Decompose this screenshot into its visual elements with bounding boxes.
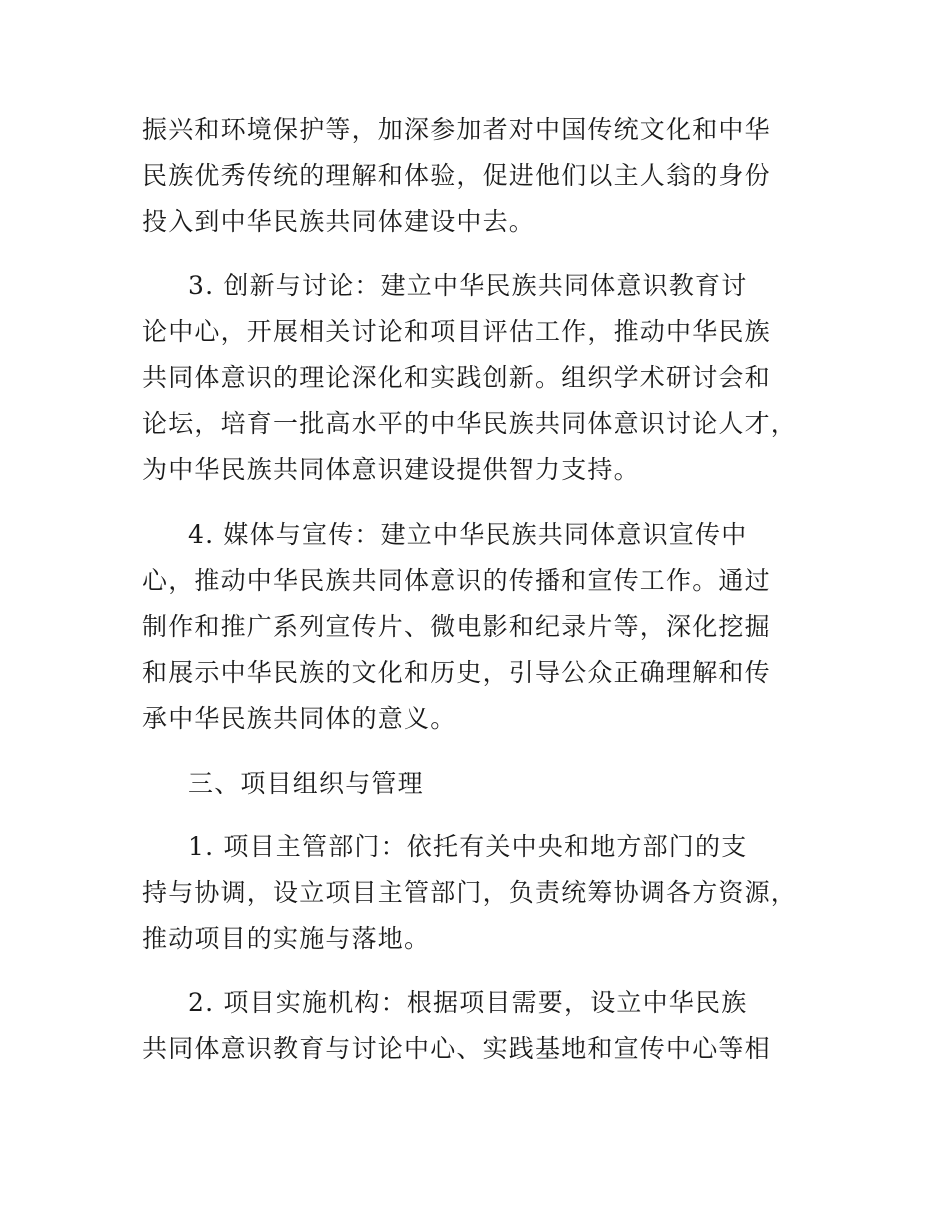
section-heading: 三、项目组织与管理 (188, 769, 424, 798)
text-line: 振兴和环境保护等，加深参加者对中国传统文化和中华 (142, 115, 771, 144)
paragraph-supervising-department (142, 824, 822, 962)
text-line: 2. 项目实施机构：根据项目需要，设立中华民族 (188, 988, 748, 1017)
text-line: 4. 媒体与宣传：建立中华民族共同体意识宣传中 (188, 520, 748, 549)
paragraph-practice-continuation (142, 107, 822, 245)
text-line: 民族优秀传统的理解和体验，促进他们以主人翁的身份 (142, 161, 771, 190)
text-line: 制作和推广系列宣传片、微电影和纪录片等，深化挖掘 (142, 612, 771, 641)
text-line: 论中心，开展相关讨论和项目评估工作，推动中华民族 (142, 317, 771, 346)
section-heading-organization (142, 761, 822, 807)
text-line: 为中华民族共同体意识建设提供智力支持。 (142, 455, 640, 484)
text-line: 心，推动中华民族共同体意识的传播和宣传工作。通过 (142, 566, 771, 595)
text-line: 和展示中华民族的文化和历史，引导公众正确理解和传 (142, 658, 771, 687)
text-line: 持与协调，设立项目主管部门，负责统筹协调各方资源， (142, 878, 798, 907)
paragraph-media-publicity (142, 512, 822, 742)
text-line: 论坛，培育一批高水平的中华民族共同体意识讨论人才， (142, 409, 798, 438)
paragraph-innovation-discussion (142, 263, 822, 493)
text-line: 推动项目的实施与落地。 (142, 924, 431, 953)
text-line: 共同体意识教育与讨论中心、实践基地和宣传中心等相 (142, 1034, 771, 1063)
text-line: 投入到中华民族共同体建设中去。 (142, 207, 536, 236)
text-line: 承中华民族共同体的意义。 (142, 704, 457, 733)
text-line: 共同体意识的理论深化和实践创新。组织学术研讨会和 (142, 363, 771, 392)
paragraph-implementing-agency (142, 980, 822, 1072)
text-line: 1. 项目主管部门：依托有关中央和地方部门的支 (188, 832, 748, 861)
text-line: 3. 创新与讨论：建立中华民族共同体意识教育讨 (188, 271, 748, 300)
